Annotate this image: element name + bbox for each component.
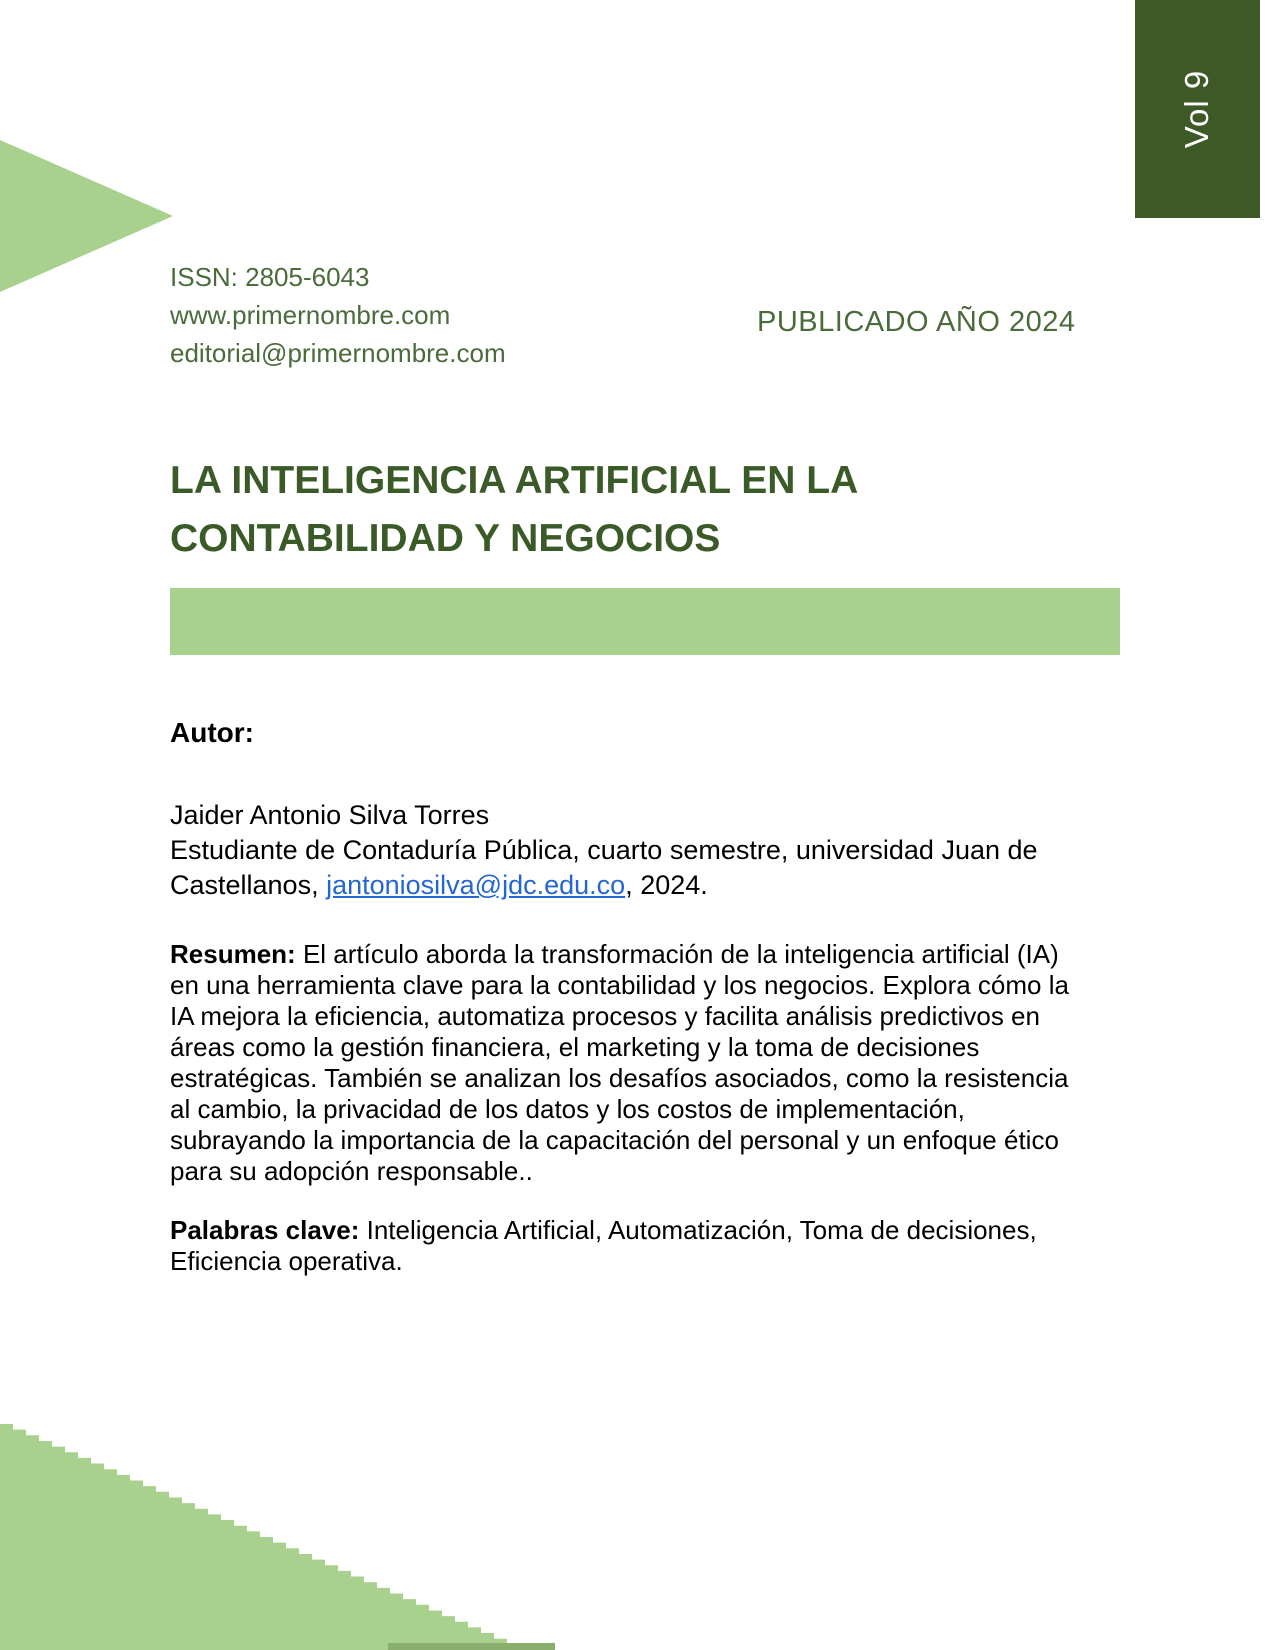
keywords-text: Inteligencia Artificial, Automatización, Toma de decisiones, Eficiencia operativa.	[170, 1215, 1037, 1276]
author-affiliation-text: Estudiante de Contaduría Pública, cuarto semestre, universidad Juan de Castellanos,	[170, 835, 1038, 900]
editorial-email-text: editorial@primernombre.com	[170, 338, 506, 368]
abstract-text: El artículo aborda la transformación de la inteligencia artificial (IA) en una herramienta clave para la contabilidad y los negocios. Explora cómo la IA mejora la eficiencia, automatiza procesos y facilita análisis predictivos en áreas como la gestión financiera, el marketing y la toma de decisiones estratégicas. También se analizan los desafíos asociados, como la resistencia al cambio, la privacidad de los datos y los costos de implementación, subrayando la importancia de la capacitación del personal y un enfoque ético para su adopción responsable..	[170, 939, 1069, 1186]
bottom-left-wedge-decoration	[0, 1424, 520, 1650]
author-affiliation-year: , 2024.	[625, 870, 708, 900]
published-year-text: PUBLICADO AÑO 2024	[757, 306, 1076, 338]
abstract-label: Resumen:	[170, 939, 296, 969]
author-section-label: Autor:	[170, 717, 254, 748]
volume-label: Vol 9	[1178, 69, 1216, 149]
volume-badge	[1135, 0, 1260, 218]
abstract-paragraph	[170, 939, 1070, 1187]
title-highlight-bar	[170, 588, 1120, 655]
author-block	[170, 798, 1070, 903]
author-email-link[interactable]: jantoniosilva@jdc.edu.co	[326, 870, 626, 900]
article-content	[170, 716, 1070, 1277]
website-text: www.primernombre.com	[170, 300, 451, 330]
author-name: Jaider Antonio Silva Torres	[170, 800, 490, 830]
issn-text: ISSN: 2805-6043	[170, 262, 370, 292]
journal-contact-block	[170, 258, 506, 372]
triangle-right-decoration	[0, 140, 173, 292]
bottom-edge-accent-strip	[388, 1643, 555, 1650]
keywords-paragraph	[170, 1215, 1070, 1277]
article-title: LA INTELIGENCIA ARTIFICIAL EN LA CONTABILIDAD Y NEGOCIOS	[170, 459, 857, 560]
keywords-label: Palabras clave:	[170, 1215, 360, 1245]
